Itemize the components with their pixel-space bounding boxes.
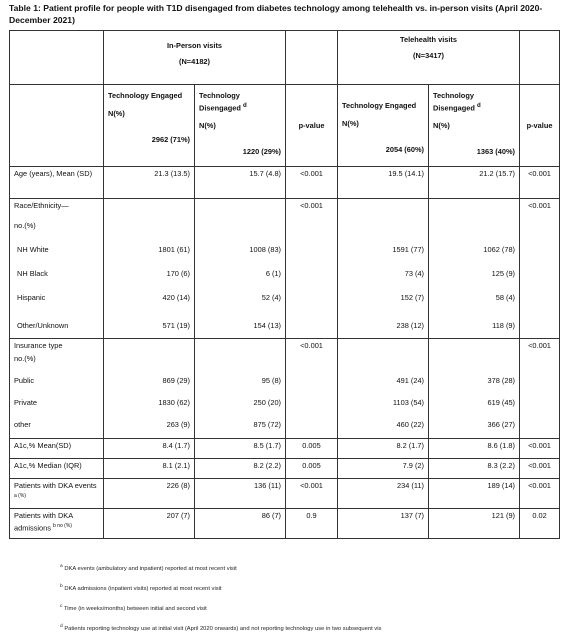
row-label: A1c,% Median (IQR) [10,459,104,479]
footnote-c [60,598,560,618]
cell-pvalue: <0.001 [520,339,560,439]
engaged-label: Technology Engaged [342,101,417,110]
pvalue-spacer [520,31,560,85]
disengaged-label: Technology Disengaged [433,91,475,113]
disengaged-label: Technology Disengaged [199,91,241,113]
cell-value: 73 (4) [404,269,425,278]
cell-value: 58 (4) [495,293,516,302]
footnote-text: Patients reporting technology use at initial visit (April 2020 onwards) and not reporting technology use in two subsequent vis [64,625,382,632]
cell-value: 8.2 (1.7) [338,439,429,459]
cell-pvalue: <0.001 [520,167,560,199]
cell-pvalue: <0.001 [286,479,338,509]
cell-value: 1830 (62) [158,398,190,407]
ip-pvalue-header [286,85,338,167]
cell-value: 95 (8) [261,376,282,385]
cell-value: 420 (14) [162,293,190,302]
race-ip-engaged-cell [104,199,195,339]
cell-value: 136 (11) [195,479,286,509]
row-label: Race/Ethnicity— [14,201,69,210]
cell-value: 250 (20) [253,398,282,407]
footnote-mark: b [60,583,63,589]
cell-pvalue: <0.001 [520,199,560,339]
cell-value: 8.6 (1.8) [429,439,520,459]
ip-disengaged-header [195,85,286,167]
footnote-text: Time (in weeks/months) between initial and second visit [63,605,207,612]
cell-pvalue: 0.005 [286,459,338,479]
cell-value: 21.2 (15.7) [429,167,520,199]
table-row-race [10,199,560,339]
row-label: Age (years), Mean (SD) [10,167,104,199]
table-title: Table 1: Patient profile for people with T1D disengaged from diabetes technology among telehealth vs. in-person visits (April 2020-December 2021) [9,3,543,25]
cell-value: 125 (9) [491,269,516,278]
ip-engaged-header [104,85,195,167]
insurance-th-engaged-cell [338,339,429,439]
n-pct-label: N(%) [108,109,125,118]
insurance-labels-cell [10,339,104,439]
footnote-mark: a (%) [14,493,26,499]
cell-value: 1062 (78) [483,245,516,254]
cell-value: 1008 (83) [249,245,282,254]
cell-value: 19.5 (14.1) [338,167,429,199]
cell-value: 170 (6) [166,269,190,278]
row-label: A1c,% Mean(SD) [10,439,104,459]
cell-value: 207 (7) [104,509,195,539]
n-pct-label: N(%) [342,119,359,128]
dka-events-label-cell [10,479,104,509]
n-pct-label: N(%) [199,121,216,131]
pvalue-label: p-value [298,120,325,130]
row-sublabel: no.(%) [14,221,36,230]
cell-value: 378 (28) [487,376,516,385]
cell-pvalue: 0.9 [286,509,338,539]
patient-profile-table [9,30,560,539]
cell-pvalue: <0.001 [520,439,560,459]
insurance-item-label: Public [14,376,35,385]
cell-value: 8.1 (2.1) [104,459,195,479]
cell-pvalue: <0.001 [286,199,338,339]
cell-value: 238 (12) [396,321,425,330]
footnotes [60,558,560,638]
cell-pvalue: <0.001 [286,167,338,199]
race-ip-disengaged-cell [195,199,286,339]
th-engaged-header [338,85,429,167]
footnote-a [60,558,560,578]
cell-value: 869 (29) [162,376,190,385]
cell-pvalue: 0.005 [286,439,338,459]
table-row-dka-admissions [10,509,560,539]
cell-pvalue: <0.001 [520,479,560,509]
cell-value: 8.4 (1.7) [104,439,195,459]
cell-value: 1591 (77) [392,245,425,254]
table-row-age [10,167,560,199]
cell-value: 8.3 (2.2) [429,459,520,479]
cell-value: 118 (9) [492,321,516,330]
table-row-dka-events [10,479,560,509]
cell-value: 619 (45) [487,398,516,407]
inperson-group-name: In-Person visits [166,41,223,50]
race-labels-cell [10,199,104,339]
disengaged-footnote-mark: d [242,102,247,109]
race-th-disengaged-cell [429,199,520,339]
cell-value: 21.3 (13.5) [104,167,195,199]
cell-value: 8.2 (2.2) [195,459,286,479]
cell-value: 366 (27) [487,420,516,429]
cell-value: 226 (8) [104,479,195,509]
th-disengaged-header [429,85,520,167]
insurance-ip-disengaged-cell [195,339,286,439]
cell-value: 154 (13) [253,321,282,330]
cell-value: 263 (9) [166,420,190,429]
race-th-engaged-cell [338,199,429,339]
corner-cell [10,31,104,85]
footnote-text: DKA admissions (inpatient visits) reported at most recent visit [64,585,222,592]
row-label: Insurance type [14,341,63,350]
footnote-b [60,578,560,598]
inperson-group-n: (N=4182) [178,57,211,66]
cell-value: 15.7 (4.8) [195,167,286,199]
footnote-mark: c [60,603,63,609]
insurance-th-disengaged-cell [429,339,520,439]
cell-pvalue: <0.001 [286,339,338,439]
footnote-text: DKA events (ambulatory and inpatient) reported at most recent visit [64,565,237,572]
cell-value: 875 (72) [253,420,282,429]
th-disengaged-n: 1363 (40%) [476,147,516,157]
table-row-a1c-median [10,459,560,479]
group-header-row [10,31,560,85]
cell-pvalue: 0.02 [520,509,560,539]
cell-value: 491 (24) [396,376,425,385]
cell-pvalue: <0.001 [520,459,560,479]
race-item-label: Hispanic [17,293,46,302]
n-pct-label: N(%) [433,121,450,131]
insurance-item-label: other [14,420,31,429]
race-item-label: NH White [17,245,49,254]
cell-value: 1801 (61) [158,245,190,254]
cell-value: 152 (7) [400,293,425,302]
cell-value: 86 (7) [195,509,286,539]
ip-disengaged-n: 1220 (29%) [242,147,282,157]
disengaged-footnote-mark: d [476,102,481,109]
row-sublabel: no.(%) [14,354,36,363]
row-label: Patients with DKA admissions [14,511,73,533]
cell-value: 1103 (54) [392,398,425,407]
race-item-label: Other/Unknown [17,321,69,330]
corner-cell [10,85,104,167]
cell-value: 6 (1) [265,269,282,278]
row-label: Patients with DKA events [14,481,97,490]
pvalue-spacer [286,31,338,85]
telehealth-group-header [338,31,520,85]
cell-value: 8.5 (1.7) [195,439,286,459]
race-item-label: NH Black [17,269,48,278]
th-engaged-n: 2054 (60%) [385,145,425,154]
cell-value: 52 (4) [261,293,282,302]
telehealth-group-n: (N=3417) [413,51,445,60]
footnote-mark: b no (%) [53,523,72,529]
engaged-label: Technology Engaged [108,91,183,100]
table-row-insurance [10,339,560,439]
cell-value: 571 (19) [162,321,190,330]
cell-value: 121 (9) [429,509,520,539]
footnote-mark: d [60,623,63,629]
pvalue-label: p-value [526,120,553,130]
cell-value: 189 (14) [429,479,520,509]
th-pvalue-header [520,85,560,167]
cell-value: 460 (22) [396,420,425,429]
ip-engaged-n: 2962 (71%) [151,135,190,144]
cell-value: 234 (11) [338,479,429,509]
telehealth-group-name: Telehealth visits [400,35,457,44]
insurance-ip-engaged-cell [104,339,195,439]
insurance-item-label: Private [14,398,38,407]
cell-value: 137 (7) [338,509,429,539]
table-row-a1c-mean [10,439,560,459]
column-header-row [10,85,560,167]
inperson-group-header [104,31,286,85]
cell-value: 7.9 (2) [338,459,429,479]
footnote-mark: a [60,564,63,569]
dka-admissions-label-cell [10,509,104,539]
